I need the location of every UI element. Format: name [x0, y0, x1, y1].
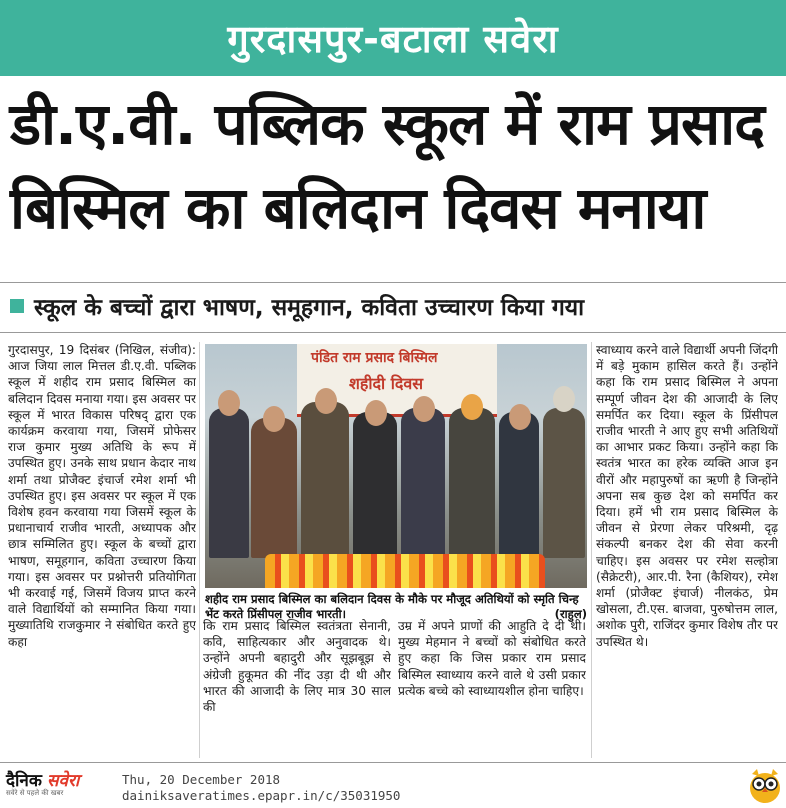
column-rule	[591, 342, 592, 758]
source-url[interactable]: dainiksaveratimes.epapr.in/c/35031950	[122, 788, 401, 803]
subheadline-bullet-icon	[10, 299, 24, 313]
headline-line-1: डी.ए.वी. पब्लिक स्कूल में राम प्रसाद	[10, 90, 764, 158]
footer-meta	[122, 772, 400, 804]
photo-banner-line-2: शहीदी दिवस	[349, 374, 424, 393]
masthead-banner	[0, 0, 786, 76]
logo-main-text: दैनिक	[6, 771, 42, 791]
photo-person-head	[263, 406, 285, 432]
photo-person-head	[509, 404, 531, 430]
photo-person-head	[413, 396, 435, 422]
photo-credit: (राहुल)	[554, 607, 587, 621]
article-text-right: स्वाध्याय करने वाले विद्यार्थी अपनी जिंदगी में बड़े मुकाम हासिल करते हैं। उन्होंने कहा कि राम प्रसाद बिस्मिल ने अपना सम्पूर्ण जीवन देश की आजादी के लिए समर्पित कर दिया। स्कूल के प्रिंसीपल राजीव भारती ने आए हुए सभी अतिथियों का आभार प्रकट किया। उन्होंने कहा कि स्वतंत्र भारत का हरेक व्यक्ति आज इन वीरों और महापुरुषों का ऋणी है जिन्होंने अपना सब कुछ देश को समर्पित कर दिया। हमें भी राम प्रसाद बिस्मिल के जीवन से प्रेरणा लेकर परिश्रमी, दृढ़ संकल्पी बनकर देश की सेवा करनी चाहिए। इस अवसर पर रमेश सल्होत्रा (सैक्रेटरी), आर.पी. रैना (कैशियर), रमेश शर्मा (प्रोजैक्ट इंचार्ज) नीलकंठ, प्रेम खोसला, टी.एस. बाजवा, पुरुषोत्तम लाल, अशोक पुरी, राजिंदर कुमार विशेष तौर पर उपस्थित थे।	[596, 343, 778, 649]
photo-person-head	[365, 400, 387, 426]
photo-person	[251, 418, 297, 558]
photo-person	[353, 412, 397, 558]
article-text-left: गुरदासपुर, 19 दिसंबर (निखिल, संजीव): आज जिया लाल मित्तल डी.ए.वी. पब्लिक स्कूल में शहीद राम प्रसाद बिस्मिल का बलिदान दिवस मनाया गया। इस अवसर पर स्कूल में भारत विकास परिषद् द्वारा एक कार्यक्रम करवाया गया, जिसमें प्रोफेसर राज कुमार मुख्य अतिथि के रूप में उपस्थित हुए। उनके साथ प्रधान केदार नाथ शर्मा तथा प्रोजैक्ट इंचार्ज रमेश शर्मा भी उपस्थित हुए। इस अवसर पर स्कूल में एक विशेष हवन करवाया गया जिसमें स्कूल के प्रधानाचार्य राजीव भारती, अध्यापक और छात्र सम्मिलित हुए। स्कूल के बच्चों द्वारा भाषण, समूहगान, कविता उच्चारण किया गया। इस अवसर पर प्रश्नोत्तरी प्रतियोगिता भी करवाई गई, जिसमें विजय प्राप्त करने वाले विद्यार्थियों को सम्मानित किया गया। मुख्यातिथि राजकुमार ने संबोधित करते हुए कहा	[8, 343, 196, 649]
photo-flower-rangoli	[265, 554, 545, 588]
article-column-left	[8, 342, 196, 760]
article-column-right	[596, 342, 778, 760]
article-column-mid-1	[203, 618, 391, 758]
masthead-title: गुरदासपुर-बटाला सवेरा	[227, 17, 559, 61]
newspaper-logo	[6, 768, 106, 802]
photo-person-turban	[461, 394, 483, 420]
footer-divider	[0, 762, 786, 763]
photo-person	[499, 412, 539, 558]
article-column-mid-2	[398, 618, 586, 758]
photo-person-head	[218, 390, 240, 416]
subheadline	[10, 288, 780, 324]
photo-person	[543, 408, 585, 558]
photo-caption-text: शहीद राम प्रसाद बिस्मिल का बलिदान दिवस के मौके पर मौजूद अतिथियों को स्मृति चिन्ह भेंट करते प्रिंसीपल राजीव भारती।	[205, 592, 579, 621]
logo-accent-text: सवेरा	[47, 771, 80, 791]
subheadline-text: स्कूल के बच्चों द्वारा भाषण, समूहगान, कविता उच्चारण किया गया	[34, 295, 585, 321]
photo-person	[301, 402, 349, 558]
owl-icon	[748, 766, 782, 804]
photo-person-head	[553, 386, 575, 412]
photo-person	[209, 408, 249, 558]
photo-banner-line-1: पंडित राम प्रसाद बिस्मिल	[311, 350, 438, 366]
article-text-mid-1: कि राम प्रसाद बिस्मिल स्वतंत्रता सेनानी, कवि, साहित्यकार और अनुवादक थे। उन्होंने अपनी बहादुरी और सूझबूझ से अंग्रेजी हुकूमत की नींद उड़ा दी थी और भारत की आजादी के लिए मात्र 30 साल की	[203, 619, 391, 715]
photo-person	[401, 408, 445, 558]
publication-date: Thu, 20 December 2018	[122, 772, 281, 787]
headline	[10, 82, 780, 250]
photo-person-head	[315, 388, 337, 414]
subheadline-divider	[0, 332, 786, 333]
photo-person	[449, 408, 495, 558]
logo-tagline: सवेरे से पहले की खबर	[6, 789, 64, 797]
article-text-mid-2: उम्र में अपने प्राणों की आहुति दे दी थी। मुख्य मेहमान ने बच्चों को संबोधित करते हुए कहा कि जिस प्रकार राम प्रसाद बिस्मिल स्वाध्याय करने वाले थे उसी प्रकार प्रत्येक बच्चे को स्वाध्यायशील होना चाहिए।	[398, 619, 586, 698]
event-photo	[205, 344, 587, 588]
column-rule	[199, 342, 200, 758]
headline-line-2: बिस्मिल का बलिदान दिवस मनाया	[10, 174, 706, 242]
headline-divider	[0, 282, 786, 283]
